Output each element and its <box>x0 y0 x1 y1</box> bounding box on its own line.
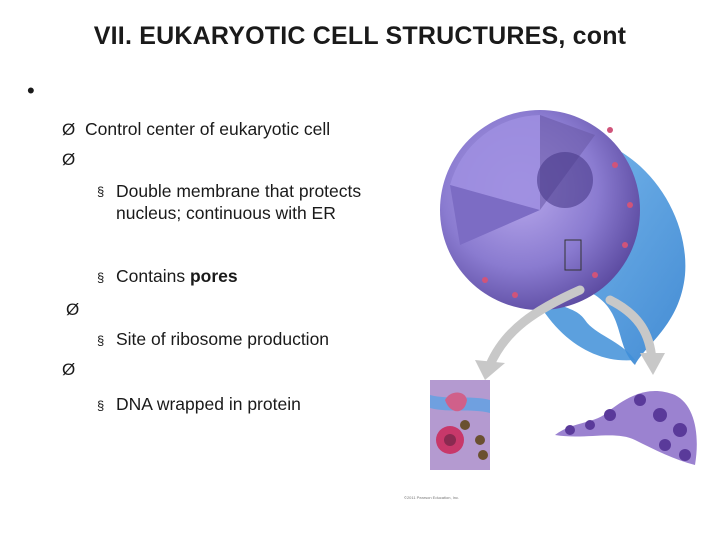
square-bullet-2b: § <box>97 270 105 285</box>
arrow-bullet-2: Ø <box>62 150 76 169</box>
slide-title: VII. EUKARYOTIC CELL STRUCTURES, cont <box>93 22 627 50</box>
item-1-text: Control center of eukaryotic cell <box>85 119 331 139</box>
arrow-bullet-4: Ø <box>62 360 76 379</box>
nucleus-illustration <box>395 95 710 495</box>
arrow-bullet-3: Ø <box>66 300 80 319</box>
figure-credit: ©2011 Pearson Education, Inc. <box>404 495 460 500</box>
square-bullet-3: § <box>97 333 105 348</box>
item-2-sub-2: Contains pores <box>116 266 238 286</box>
bullet-dot: • <box>27 78 35 103</box>
item-4-sub-1: DNA wrapped in protein <box>116 394 301 414</box>
arrow-bullet-1: Ø <box>62 120 76 139</box>
square-bullet-2a: § <box>97 184 105 199</box>
item-2-sub-1: Double membrane that protects nucleus; continuous with ER <box>116 181 362 223</box>
item-3-sub-1: Site of ribosome production <box>116 329 330 349</box>
square-bullet-4: § <box>97 398 105 413</box>
